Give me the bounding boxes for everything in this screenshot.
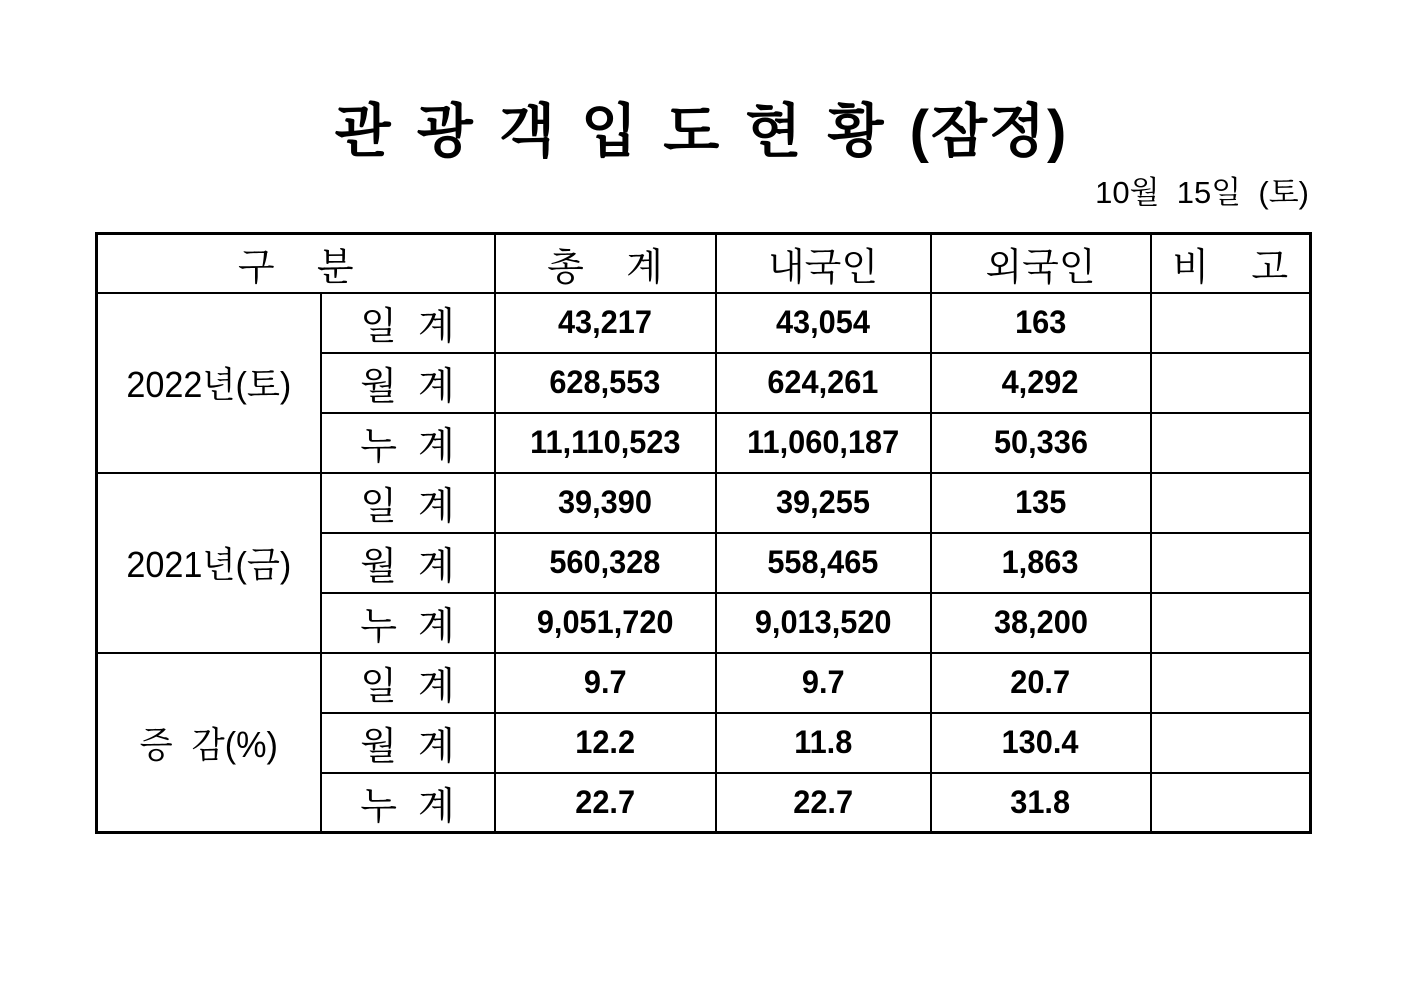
row-label-monthly: 월 계 <box>321 533 495 593</box>
cell-total: 12.2 <box>495 713 716 773</box>
table-row <box>97 653 1311 713</box>
cell-note <box>1151 293 1311 353</box>
header-domestic: 내국인 <box>716 234 931 293</box>
cell-foreign: 4,292 <box>931 353 1151 413</box>
cell-note <box>1151 533 1311 593</box>
cell-note <box>1151 413 1311 473</box>
section-label-2022 <box>97 293 321 473</box>
cell-domestic: 11.8 <box>716 713 931 773</box>
row-label-cumulative: 누 계 <box>321 413 495 473</box>
table-row <box>97 473 1311 533</box>
cell-domestic: 22.7 <box>716 773 931 833</box>
cell-note <box>1151 353 1311 413</box>
header-note: 비 고 <box>1151 234 1311 293</box>
header-category: 구 분 <box>97 234 495 293</box>
cell-domestic: 11,060,187 <box>716 413 931 473</box>
cell-total: 43,217 <box>495 293 716 353</box>
cell-total: 9,051,720 <box>495 593 716 653</box>
cell-foreign: 50,336 <box>931 413 1151 473</box>
table-header-row <box>97 234 1311 293</box>
cell-domestic: 43,054 <box>716 293 931 353</box>
cell-total: 11,110,523 <box>495 413 716 473</box>
cell-total: 39,390 <box>495 473 716 533</box>
cell-foreign: 135 <box>931 473 1151 533</box>
row-label-cumulative: 누 계 <box>321 593 495 653</box>
tourist-arrivals-table <box>95 232 1312 834</box>
cell-foreign: 1,863 <box>931 533 1151 593</box>
section-label-change-pct-text: 증 감(%) <box>139 723 278 765</box>
cell-domestic: 558,465 <box>716 533 931 593</box>
row-label-monthly: 월 계 <box>321 353 495 413</box>
cell-domestic: 624,261 <box>716 353 931 413</box>
section-label-2021 <box>97 473 321 653</box>
cell-note <box>1151 593 1311 653</box>
row-label-daily: 일 계 <box>321 653 495 713</box>
cell-foreign: 31.8 <box>931 773 1151 833</box>
row-label-monthly: 월 계 <box>321 713 495 773</box>
cell-foreign: 130.4 <box>931 713 1151 773</box>
date-label: 10월 15일 (토) <box>1095 175 1309 210</box>
header-foreign: 외국인 <box>931 234 1151 293</box>
cell-total: 9.7 <box>495 653 716 713</box>
cell-foreign: 163 <box>931 293 1151 353</box>
cell-note <box>1151 713 1311 773</box>
cell-domestic: 39,255 <box>716 473 931 533</box>
row-label-daily: 일 계 <box>321 293 495 353</box>
page-title: 관 광 객 입 도 현 황 (잠정) <box>334 99 1069 164</box>
cell-domestic: 9,013,520 <box>716 593 931 653</box>
cell-foreign: 20.7 <box>931 653 1151 713</box>
cell-note <box>1151 773 1311 833</box>
cell-note <box>1151 653 1311 713</box>
cell-domestic: 9.7 <box>716 653 931 713</box>
cell-foreign: 38,200 <box>931 593 1151 653</box>
section-label-2021-text: 2021년(금) <box>126 544 292 585</box>
section-label-2022-text: 2022년(토) <box>126 364 292 405</box>
row-label-cumulative: 누 계 <box>321 773 495 833</box>
cell-total: 628,553 <box>495 353 716 413</box>
cell-total: 22.7 <box>495 773 716 833</box>
table-row <box>97 293 1311 353</box>
cell-total: 560,328 <box>495 533 716 593</box>
section-label-change-pct <box>97 653 321 833</box>
header-total: 총 계 <box>495 234 716 293</box>
cell-note <box>1151 473 1311 533</box>
row-label-daily: 일 계 <box>321 473 495 533</box>
